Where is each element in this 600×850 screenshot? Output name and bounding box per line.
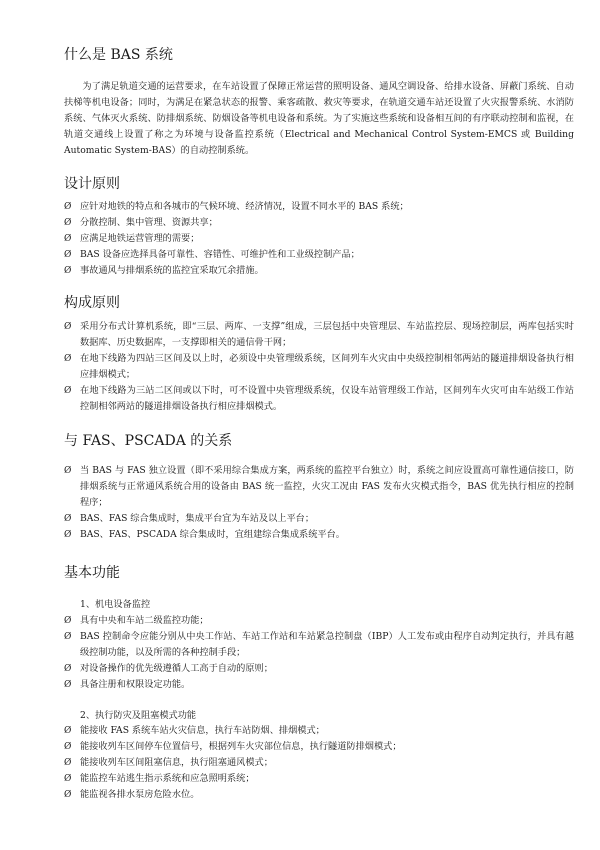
bullet-icon: Ø bbox=[64, 466, 72, 476]
list-item: Ø 能接收列车区间停车位置信号，根据列车火灾部位信息，执行隧道防排烟模式； bbox=[64, 739, 574, 755]
bullet-icon: Ø bbox=[64, 742, 72, 752]
section-title-functions: 基本功能 bbox=[64, 565, 120, 581]
section-paragraph-bas: 为了满足轨道交通的运营要求，在车站设置了保障正常运营的照明设备、通风空调设备、给排水设备、屏蔽门系统、自动扶梯等机电设备；同时，为满足在紧急状态的报警、乘客疏散、救灾等要求，在轨道交通车站还设置了火灾报警系统、水消防系统、气体灭火系统、防排烟系统、防烟设备等机电设备和系统。为了实施这些系统和设备相互间的有序联动控制和监视，在轨道交通线上设置了称之为环境与设备监控系统（Electrical and Mechanical Control System-EMCS 或 Building Automatic System-BAS）的自动控制系统。 bbox=[64, 81, 574, 156]
section-title-bas: 什么是 BAS 系统 bbox=[64, 47, 173, 63]
bullet-icon: Ø bbox=[64, 758, 72, 768]
list-item: Ø 采用分布式计算机系统，即“三层、两库、一支撑”组成，三层包括中央管理层、车站监控层、现场控制层，两库包括实时数据库、历史数据库，一支撑即相关的通信骨干网； bbox=[64, 321, 574, 348]
bullet-icon: Ø bbox=[64, 616, 72, 626]
bullet-icon: Ø bbox=[64, 774, 72, 784]
list-item: Ø 应针对地铁的特点和各城市的气候环境、经济情况，设置不同水平的 BAS 系统； bbox=[64, 199, 574, 215]
structure-principles-list bbox=[64, 319, 574, 415]
list-item: Ø 能监视各排水泵房危险水位。 bbox=[64, 787, 574, 803]
list-item: Ø BAS、FAS、PSCADA 综合集成时，宜组建综合集成系统平台。 bbox=[64, 527, 574, 543]
bullet-icon: Ø bbox=[64, 234, 72, 244]
list-item: Ø 在地下线路为四站三区间及以上时，必须设中央管理级系统，区间列车火灾由中央级控制相邻两站的隧道排烟设备执行相应排烟模式； bbox=[64, 353, 574, 380]
list-item: Ø 能监控车站逃生指示系统和应急照明系统； bbox=[64, 771, 574, 787]
list-item: Ø 事故通风与排烟系统的监控宜采取冗余措施。 bbox=[64, 263, 574, 279]
list-item: Ø 能接收列车区间阻塞信息，执行阻塞通风模式； bbox=[64, 755, 574, 771]
subsection-title-equipment: 1、机电设备监控 bbox=[80, 599, 151, 610]
bullet-icon: Ø bbox=[64, 386, 72, 396]
bullet-icon: Ø bbox=[64, 250, 72, 260]
subsection-title-disaster: 2、执行防灾及阻塞模式功能 bbox=[80, 710, 197, 721]
bullet-icon: Ø bbox=[64, 632, 72, 642]
bullet-icon: Ø bbox=[64, 266, 72, 276]
bullet-icon: Ø bbox=[64, 514, 72, 524]
list-item: Ø BAS、FAS 综合集成时，集成平台宜为车站及以上平台； bbox=[64, 511, 574, 527]
list-item: Ø BAS 设备应选择具备可靠性、容错性、可维护性和工业级控制产品； bbox=[64, 247, 574, 263]
bullet-icon: Ø bbox=[64, 530, 72, 540]
bullet-icon: Ø bbox=[64, 680, 72, 690]
disaster-mode-list bbox=[64, 723, 574, 803]
section-title-design: 设计原则 bbox=[64, 176, 120, 192]
list-item: Ø 应满足地铁运营管理的需要； bbox=[64, 231, 574, 247]
list-item: Ø 具有中央和车站二级监控功能； bbox=[64, 613, 574, 629]
section-title-structure: 构成原则 bbox=[64, 295, 120, 311]
bullet-icon: Ø bbox=[64, 664, 72, 674]
list-item: Ø 在地下线路为三站二区间或以下时，可不设置中央管理级系统，仅设车站管理级工作站，区间列车火灾可由车站级工作站控制相邻两站的隧道排烟设备执行相应排烟模式。 bbox=[64, 385, 574, 412]
equipment-monitoring-list bbox=[64, 613, 574, 693]
bullet-icon: Ø bbox=[64, 790, 72, 800]
section-title-relation: 与 FAS、PSCADA 的关系 bbox=[64, 433, 233, 449]
bullet-icon: Ø bbox=[64, 202, 72, 212]
list-item: Ø 当 BAS 与 FAS 独立设置（即不采用综合集成方案，两系统的监控平台独立）时，系统之间应设置高可靠性通信接口，防排烟系统与正常通风系统合用的设备由 BAS 统一监控，火灾工况由 FAS 发布火灾模式指令，BAS 优先执行相应的控制程序； bbox=[64, 465, 574, 508]
relation-list bbox=[64, 463, 574, 543]
bullet-icon: Ø bbox=[64, 354, 72, 364]
bullet-icon: Ø bbox=[64, 322, 72, 332]
bullet-icon: Ø bbox=[64, 726, 72, 736]
list-item: Ø 分散控制、集中管理、资源共享； bbox=[64, 215, 574, 231]
list-item: Ø 对设备操作的优先级遵循人工高于自动的原则； bbox=[64, 661, 574, 677]
list-item: Ø 能接收 FAS 系统车站火灾信息，执行车站防烟、排烟模式； bbox=[64, 723, 574, 739]
list-item: Ø BAS 控制命令应能分别从中央工作站、车站工作站和车站紧急控制盘（IBP）人工发布或由程序自动判定执行，并具有越级控制功能，以及所需的各种控制手段； bbox=[64, 631, 574, 658]
list-item: Ø 具备注册和权限设定功能。 bbox=[64, 677, 574, 693]
design-principles-list bbox=[64, 199, 574, 279]
bullet-icon: Ø bbox=[64, 218, 72, 228]
